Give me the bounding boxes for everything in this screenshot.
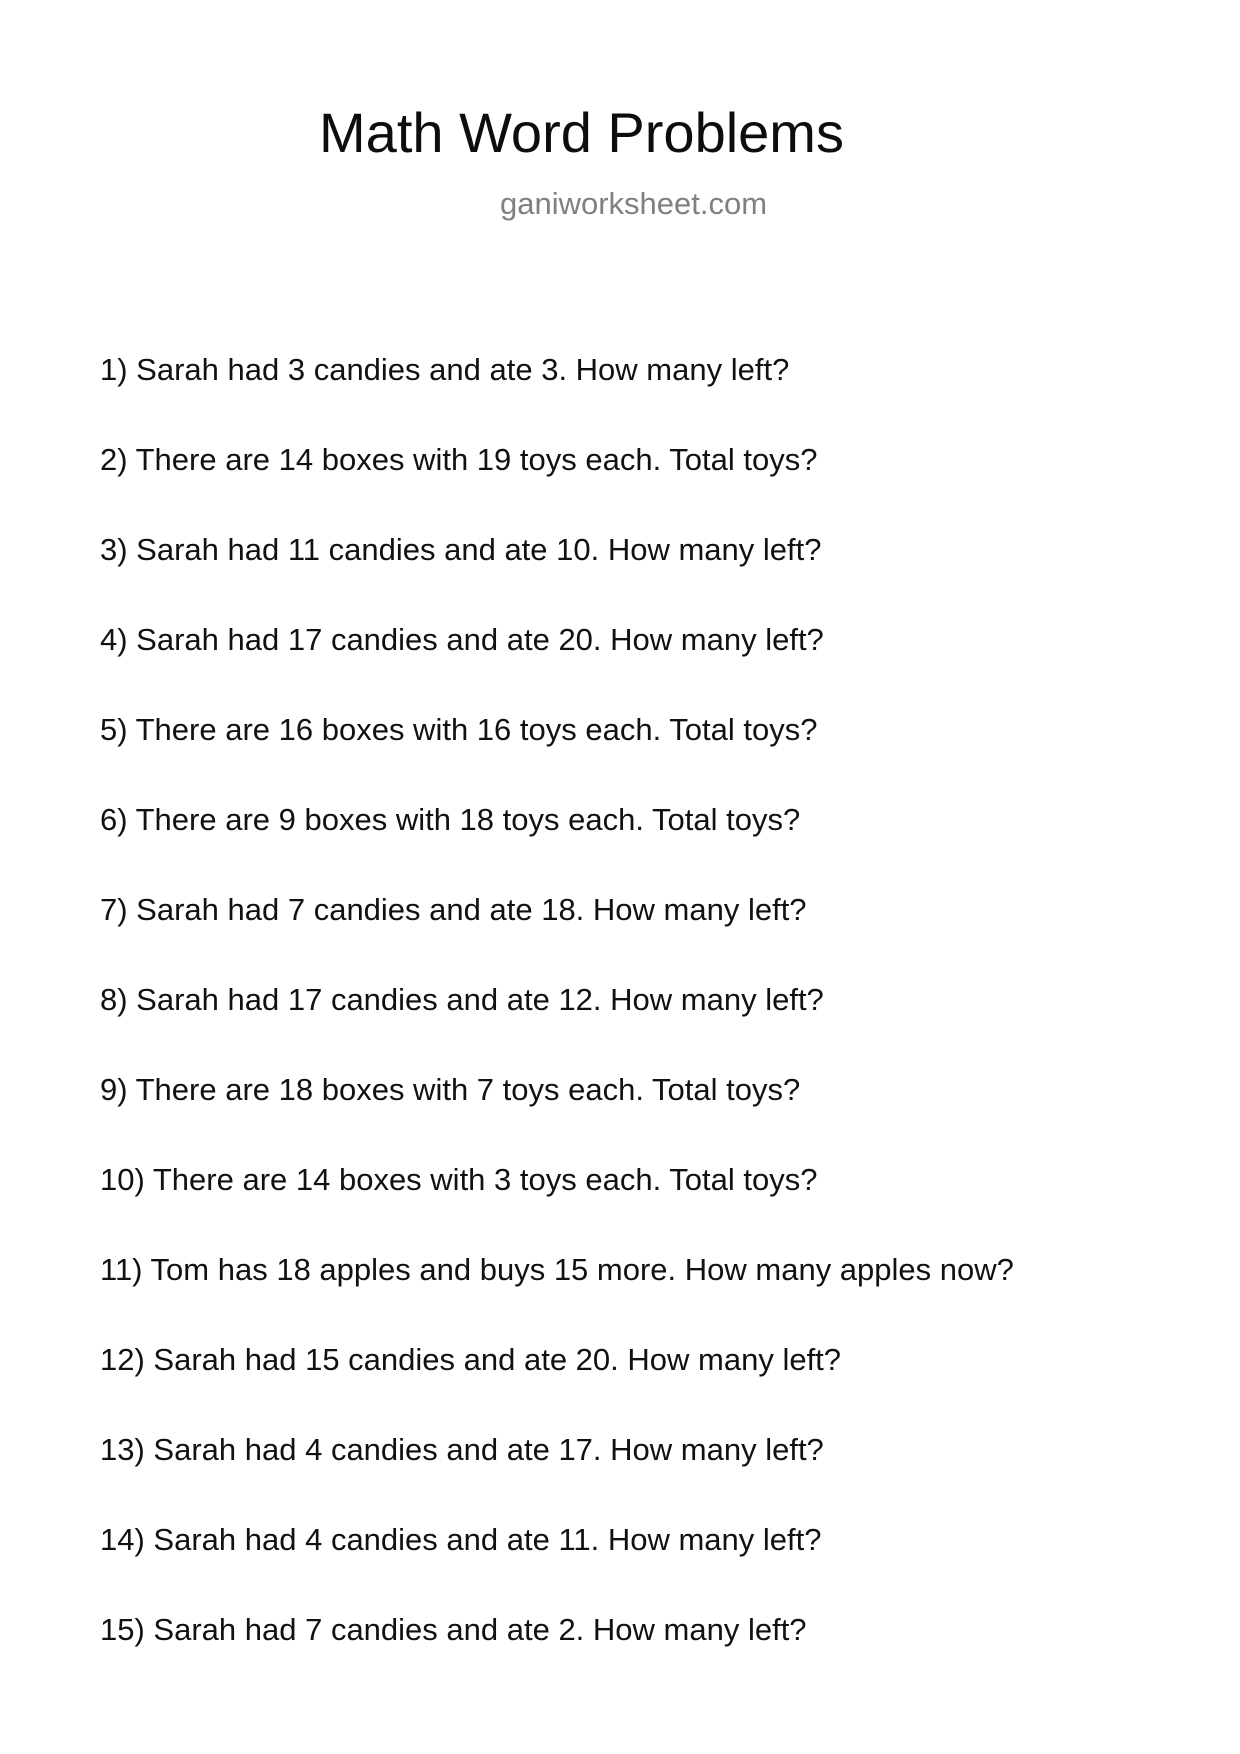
source-website: ganiworksheet.com [500, 186, 768, 221]
page-title: Math Word Problems [319, 101, 844, 164]
problem-item: 1) Sarah had 3 candies and ate 3. How many left? [100, 352, 790, 387]
problem-item: 4) Sarah had 17 candies and ate 20. How many left? [100, 622, 824, 657]
problem-item: 14) Sarah had 4 candies and ate 11. How many left? [100, 1522, 822, 1557]
problem-item: 3) Sarah had 11 candies and ate 10. How many left? [100, 532, 822, 567]
problem-item: 6) There are 9 boxes with 18 toys each. Total toys? [100, 802, 801, 837]
problem-item: 8) Sarah had 17 candies and ate 12. How many left? [100, 982, 824, 1017]
problem-item: 9) There are 18 boxes with 7 toys each. Total toys? [100, 1072, 801, 1107]
problem-item: 12) Sarah had 15 candies and ate 20. How many left? [100, 1342, 842, 1377]
problem-item: 11) Tom has 18 apples and buys 15 more. How many apples now? [100, 1252, 1014, 1287]
problem-item: 5) There are 16 boxes with 16 toys each. Total toys? [100, 712, 818, 747]
problem-item: 15) Sarah had 7 candies and ate 2. How many left? [100, 1612, 807, 1647]
problem-item: 13) Sarah had 4 candies and ate 17. How many left? [100, 1432, 824, 1467]
problem-item: 7) Sarah had 7 candies and ate 18. How many left? [100, 892, 807, 927]
problem-item: 10) There are 14 boxes with 3 toys each. Total toys? [100, 1162, 818, 1197]
problem-item: 2) There are 14 boxes with 19 toys each. Total toys? [100, 442, 818, 477]
problem-list [100, 350, 1014, 1700]
